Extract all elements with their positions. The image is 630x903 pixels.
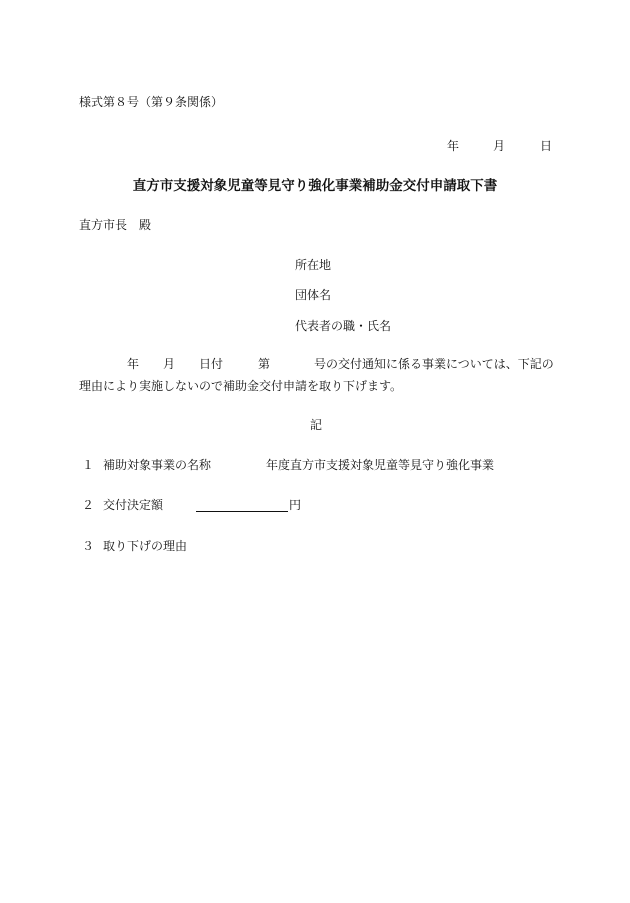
form-number: 様式第８号（第９条関係） <box>79 95 224 109</box>
document-title: 直方市支援対象児童等見守り強化事業補助金交付申請取下書 <box>132 178 498 194</box>
item-1-value: 年度直方市支援対象児童等見守り強化事業 <box>266 458 495 472</box>
body-dated: 日付 <box>199 357 224 371</box>
body-line2: 理由により実施しないので補助金交付申請を取り下げます。 <box>79 379 403 393</box>
body-year: 年 <box>127 357 140 371</box>
body-line1-rest: 号の交付通知に係る事業については、下記の <box>314 357 554 371</box>
body-number-prefix: 第 <box>258 357 271 371</box>
item-1-label: 補助対象事業の名称 <box>103 458 212 472</box>
item-1-number: １ <box>82 458 95 472</box>
item-3-number: ３ <box>82 539 95 553</box>
item-2-label: 交付決定額 <box>103 498 164 512</box>
amount-blank-line <box>196 498 288 512</box>
representative-label: 代表者の職・氏名 <box>295 319 392 333</box>
body-month: 月 <box>163 357 176 371</box>
organization-label: 団体名 <box>295 288 332 302</box>
date-year-label: 年 <box>447 139 460 153</box>
date-month-label: 月 <box>493 139 506 153</box>
item-2-number: ２ <box>82 498 95 512</box>
item-3-label: 取り下げの理由 <box>103 539 188 553</box>
address-label: 所在地 <box>295 258 332 272</box>
item-2-unit: 円 <box>289 498 302 512</box>
ki-marker: 記 <box>310 418 323 432</box>
date-day-label: 日 <box>540 139 553 153</box>
addressee: 直方市長 殿 <box>79 218 152 232</box>
